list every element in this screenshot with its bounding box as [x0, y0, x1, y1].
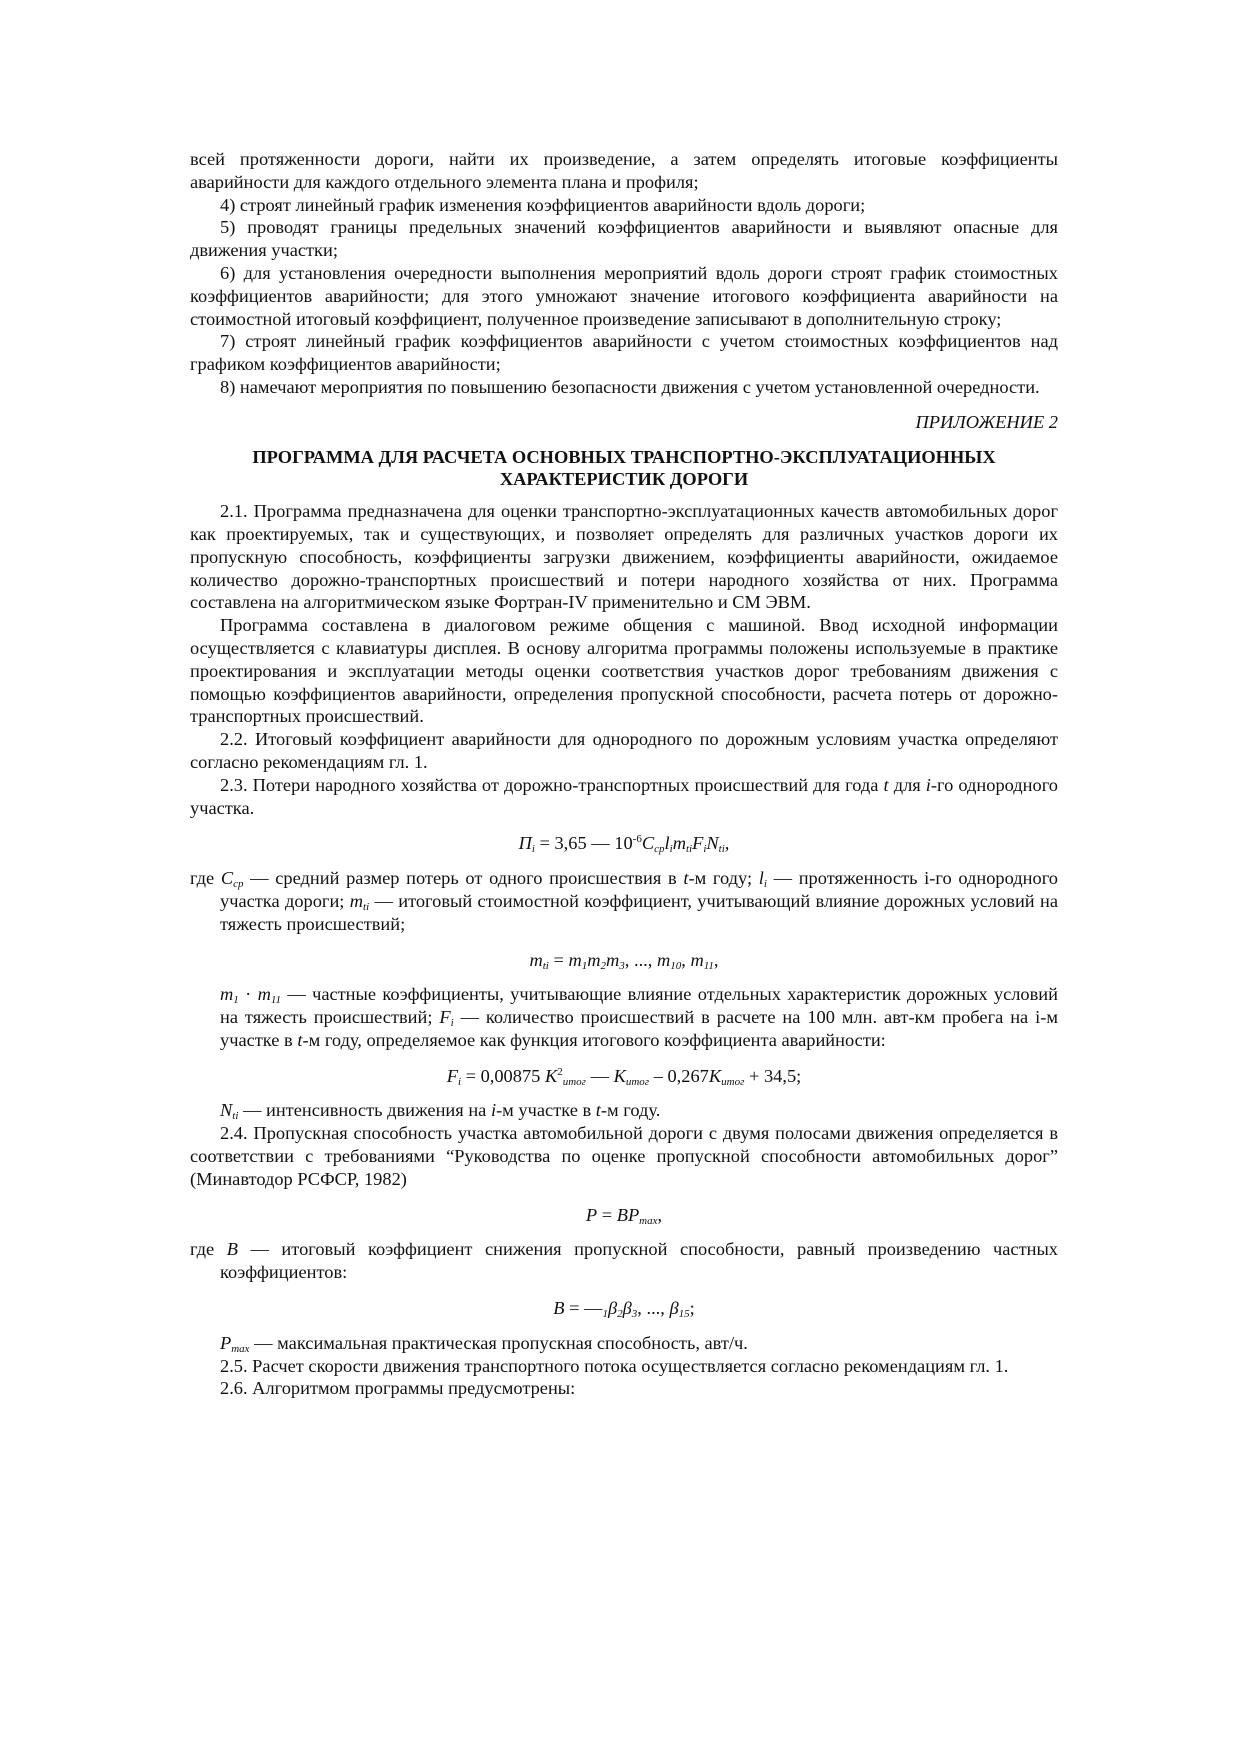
- formula-cost-coefficient: $m_{ti} = m_1m_2m_3$, ..., $m_{10}$, $m_{11}$,: [529, 949, 719, 972]
- paragraph-2-1: 2.1. Программа предназначена для оценки транспортно-эксплуатационных качеств автомобильных дорог как проектируемых, так и существующих, и позволяет определять для различных участков дороги их пропускную способность, коэффициенты загрузки движением, коэффициенты аварийности, ожидаемое количество дорожно-транспортных происшествий и потери народного хозяйства от них. Программа составлена на алгоритмическом языке Фортран-IV применительно и СМ ЭВМ.: [190, 501, 1058, 613]
- list-item-5: 5) проводят границы предельных значений коэффициентов аварийности и выявляют опасные для движения участки;: [190, 217, 1058, 261]
- paragraph-2-6: 2.6. Алгоритмом программы предусмотрены:: [220, 1378, 576, 1399]
- list-item-4: 4) строят линейный график изменения коэффициентов аварийности вдоль дороги;: [220, 194, 866, 215]
- paragraph-2-2: 2.2. Итоговый коэффициент аварийности для однородного по дорожным условиям участка определяют согласно рекомендациям гл. 1.: [190, 729, 1058, 772]
- formula-reduction: $B = —_1\beta_2\beta_3$, ..., $\beta_{15}$;: [553, 1298, 695, 1321]
- paragraph-2-4: 2.4. Пропускная способность участка автомобильной дороги с двумя полосами движения определяется в соответствии с требованиями “Руководства по оценке пропускной способности автомобильных дорог” (Минавтодор РСФСР, 1982): [190, 1123, 1058, 1189]
- definition-max-capacity: $P_{max}$ — максимальная практическая пропускная способность, авт/ч.: [220, 1332, 748, 1355]
- formula-accidents: $F_i = 0,00875$ $K^2_{итог}$ — $K_{итог} - 0,267K_{итог} + 34,5$;: [446, 1065, 802, 1088]
- formula-capacity: $P = BP_{max}$,: [585, 1204, 663, 1227]
- document-page: [190, 148, 1058, 1400]
- definition-losses: где $C_{ср}$ — средний размер потерь от одного происшествия в t-м году; $l_i$ — протяженность i-го однородного участка дороги; $m_{ti}$ — итоговый стоимостной коэффициент, учитывающий влияние дорожных условий на тяжесть происшествий;: [190, 868, 1058, 934]
- definition-capacity: где B — итоговый коэффициент снижения пропускной способности, равный произведению частных коэффициентов:: [190, 1239, 1058, 1283]
- paragraph-program: Программа составлена в диалоговом режиме общения с машиной. Ввод исходной информации осуществляется с клавиатуры дисплея. В основу алгоритма программы положены используемые в практике проектирования и эксплуатации методы оценки соответствия участков дорог требованиям движения с помощью коэффициентов аварийности, определения пропускной способности, расчета потерь от дорожно-транспортных происшествий.: [190, 615, 1058, 727]
- definition-partial-coefficients: $m_1 \cdot m_{11}$ — частные коэффициенты, учитывающие влияние отдельных характеристик дорожных условий на тяжесть происшествий; $F_i$ — количество происшествий в расчете на 100 млн. авт-км пробега на i-м участке в t-м году, определяемое как функция итогового коэффициента аварийности:: [220, 984, 1058, 1050]
- paragraph-2-5: 2.5. Расчет скорости движения транспортного потока осуществляется согласно рекомендациям гл. 1.: [220, 1355, 1009, 1376]
- section-heading: ПРОГРАММА ДЛЯ РАСЧЕТА ОСНОВНЫХ ТРАНСПОРТНО-ЭКСПЛУАТАЦИОННЫХ ХАРАКТЕРИСТИК ДОРОГИ: [252, 446, 996, 490]
- formula-losses: $П_i = 3,65$ — $10^{-6}C_{ср}l_im_{ti}F_iN_{ti}$,: [518, 833, 730, 856]
- list-item-7: 7) строят линейный график коэффициентов аварийности с учетом стоимостных коэффициентов над графиком коэффициентов аварийности;: [190, 331, 1058, 375]
- paragraph: всей протяженности дороги, найти их произведение, а затем определять итоговые коэффициенты аварийности для каждого отдельного элемента плана и профиля;: [190, 149, 1058, 192]
- list-item-6: 6) для установления очередности выполнения мероприятий вдоль дороги строят график стоимостных коэффициентов аварийности; для этого умножают значение итогового коэффициента аварийности на стоимостной итоговый коэффициент, полученное произведение записывают в дополнительную строку;: [190, 262, 1058, 329]
- definition-intensity: $N_{ti}$ — интенсивность движения на i-м участке в t-м году.: [220, 1100, 661, 1123]
- list-item-8: 8) намечают мероприятия по повышению безопасности движения с учетом установленной очередности.: [220, 376, 1040, 397]
- paragraph-2-3: 2.3. Потери народного хозяйства от дорожно-транспортных происшествий для года t для i-го однородного участка.: [190, 774, 1058, 818]
- appendix-label: ПРИЛОЖЕНИЕ 2: [915, 411, 1058, 432]
